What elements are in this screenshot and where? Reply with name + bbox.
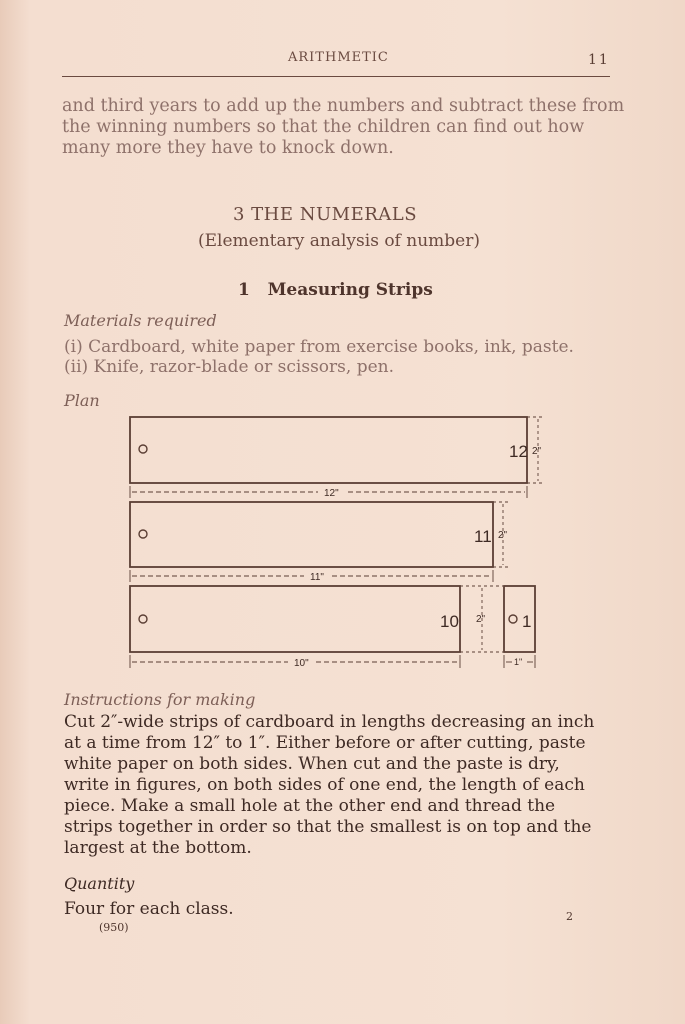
instructions-line: write in figures, on both sides of one end, the length of each bbox=[64, 775, 585, 795]
instructions-label: Instructions for making bbox=[64, 690, 256, 709]
signature-mark: 2 bbox=[566, 910, 573, 923]
strip-12-outline bbox=[130, 417, 527, 483]
quantity-label: Quantity bbox=[64, 874, 135, 893]
strip-11-height-label: 2" bbox=[498, 530, 508, 541]
instructions-line: piece. Make a small hole at the other end and thread the bbox=[64, 796, 556, 816]
strip-10-height-label: 2" bbox=[476, 614, 486, 625]
strip-10-hole-icon bbox=[139, 615, 147, 623]
running-title: ARITHMETIC bbox=[288, 50, 389, 65]
materials-item: (i) Cardboard, white paper from exercise books, ink, paste. bbox=[64, 337, 574, 357]
materials-item: (ii) Knife, razor-blade or scissors, pen. bbox=[64, 357, 394, 377]
materials-label: Materials required bbox=[64, 311, 217, 330]
instructions-line: largest at the bottom. bbox=[64, 838, 252, 858]
strip-10-number: 10 bbox=[440, 612, 459, 631]
intro-line: and third years to add up the numbers and subtract these from bbox=[62, 96, 625, 116]
instructions-line: at a time from 12″ to 1″. Either before or after cutting, paste bbox=[64, 733, 586, 753]
chapter-heading: 3 THE NUMERALS bbox=[233, 204, 418, 225]
chapter-subtitle: (Elementary analysis of number) bbox=[198, 231, 480, 251]
quantity-text: Four for each class. bbox=[64, 899, 234, 919]
intro-line: the winning numbers so that the children can find out how bbox=[62, 117, 585, 137]
strip-1-number: 1 bbox=[522, 612, 532, 631]
strip-1-hole-icon bbox=[509, 615, 517, 623]
strip-1-length-label: 1" bbox=[514, 657, 523, 667]
strip-12-height-label: 2" bbox=[532, 446, 542, 457]
page-number: 11 bbox=[588, 52, 610, 68]
print-code: (950) bbox=[99, 921, 129, 934]
strip-10-outline bbox=[130, 586, 460, 652]
strip-11-outline bbox=[130, 502, 493, 567]
strip-12-hole-icon bbox=[139, 445, 147, 453]
plan-label: Plan bbox=[64, 391, 100, 410]
strip-12-number: 12 bbox=[509, 442, 528, 461]
strip-11-hole-icon bbox=[139, 530, 147, 538]
section-title: Measuring Strips bbox=[267, 280, 433, 300]
instructions-line: white paper on both sides. When cut and the paste is dry, bbox=[64, 754, 560, 774]
section-number: 1 bbox=[238, 280, 250, 300]
strip-11-number: 11 bbox=[474, 527, 492, 546]
instructions-line: strips together in order so that the smallest is on top and the bbox=[64, 817, 592, 837]
instructions-line: Cut 2″-wide strips of cardboard in lengths decreasing an inch bbox=[64, 712, 595, 732]
strip-10-length-label: 10" bbox=[294, 658, 309, 669]
intro-line: many more they have to knock down. bbox=[62, 138, 394, 158]
strip-12-length-label: 12" bbox=[324, 488, 339, 499]
strip-11-length-label: 11" bbox=[310, 572, 324, 583]
